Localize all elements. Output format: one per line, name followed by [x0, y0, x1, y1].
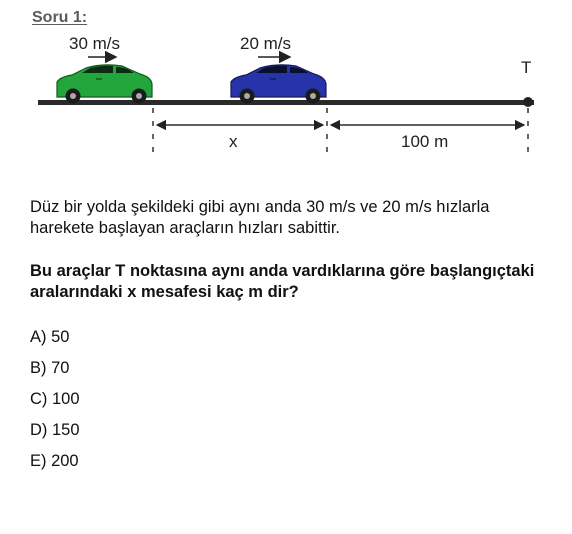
option-d[interactable]: D) 150: [30, 421, 80, 439]
answer-options: [30, 327, 80, 482]
car2-speed-label: 20 m/s: [240, 34, 292, 53]
car1-speed-label: 30 m/s: [69, 34, 121, 53]
distance-label: 100 m: [401, 132, 449, 151]
car1-icon: [57, 65, 152, 104]
question-text: Bu araçlar T noktasına aynı anda vardıklarına göre başlangıçtaki aralarındaki x mesafesi kaç m dir?: [30, 262, 535, 301]
motion-figure: [0, 0, 572, 175]
option-a[interactable]: A) 50: [30, 328, 70, 346]
question-title: Soru 1:: [32, 9, 88, 26]
target-label: T: [521, 58, 532, 77]
car2-icon: [231, 65, 326, 104]
gap-label: x: [229, 132, 238, 151]
road: [38, 100, 534, 105]
option-c[interactable]: C) 100: [30, 390, 80, 408]
question-stem: Düz bir yolda şekildeki gibi aynı anda 30 m/s ve 20 m/s hızlarla harekete başlayan araçların hızları sabittir.: [30, 198, 490, 237]
option-b[interactable]: B) 70: [30, 359, 70, 377]
motion-diagram: [0, 0, 572, 170]
target-point: [523, 97, 533, 107]
option-e[interactable]: E) 200: [30, 452, 79, 470]
